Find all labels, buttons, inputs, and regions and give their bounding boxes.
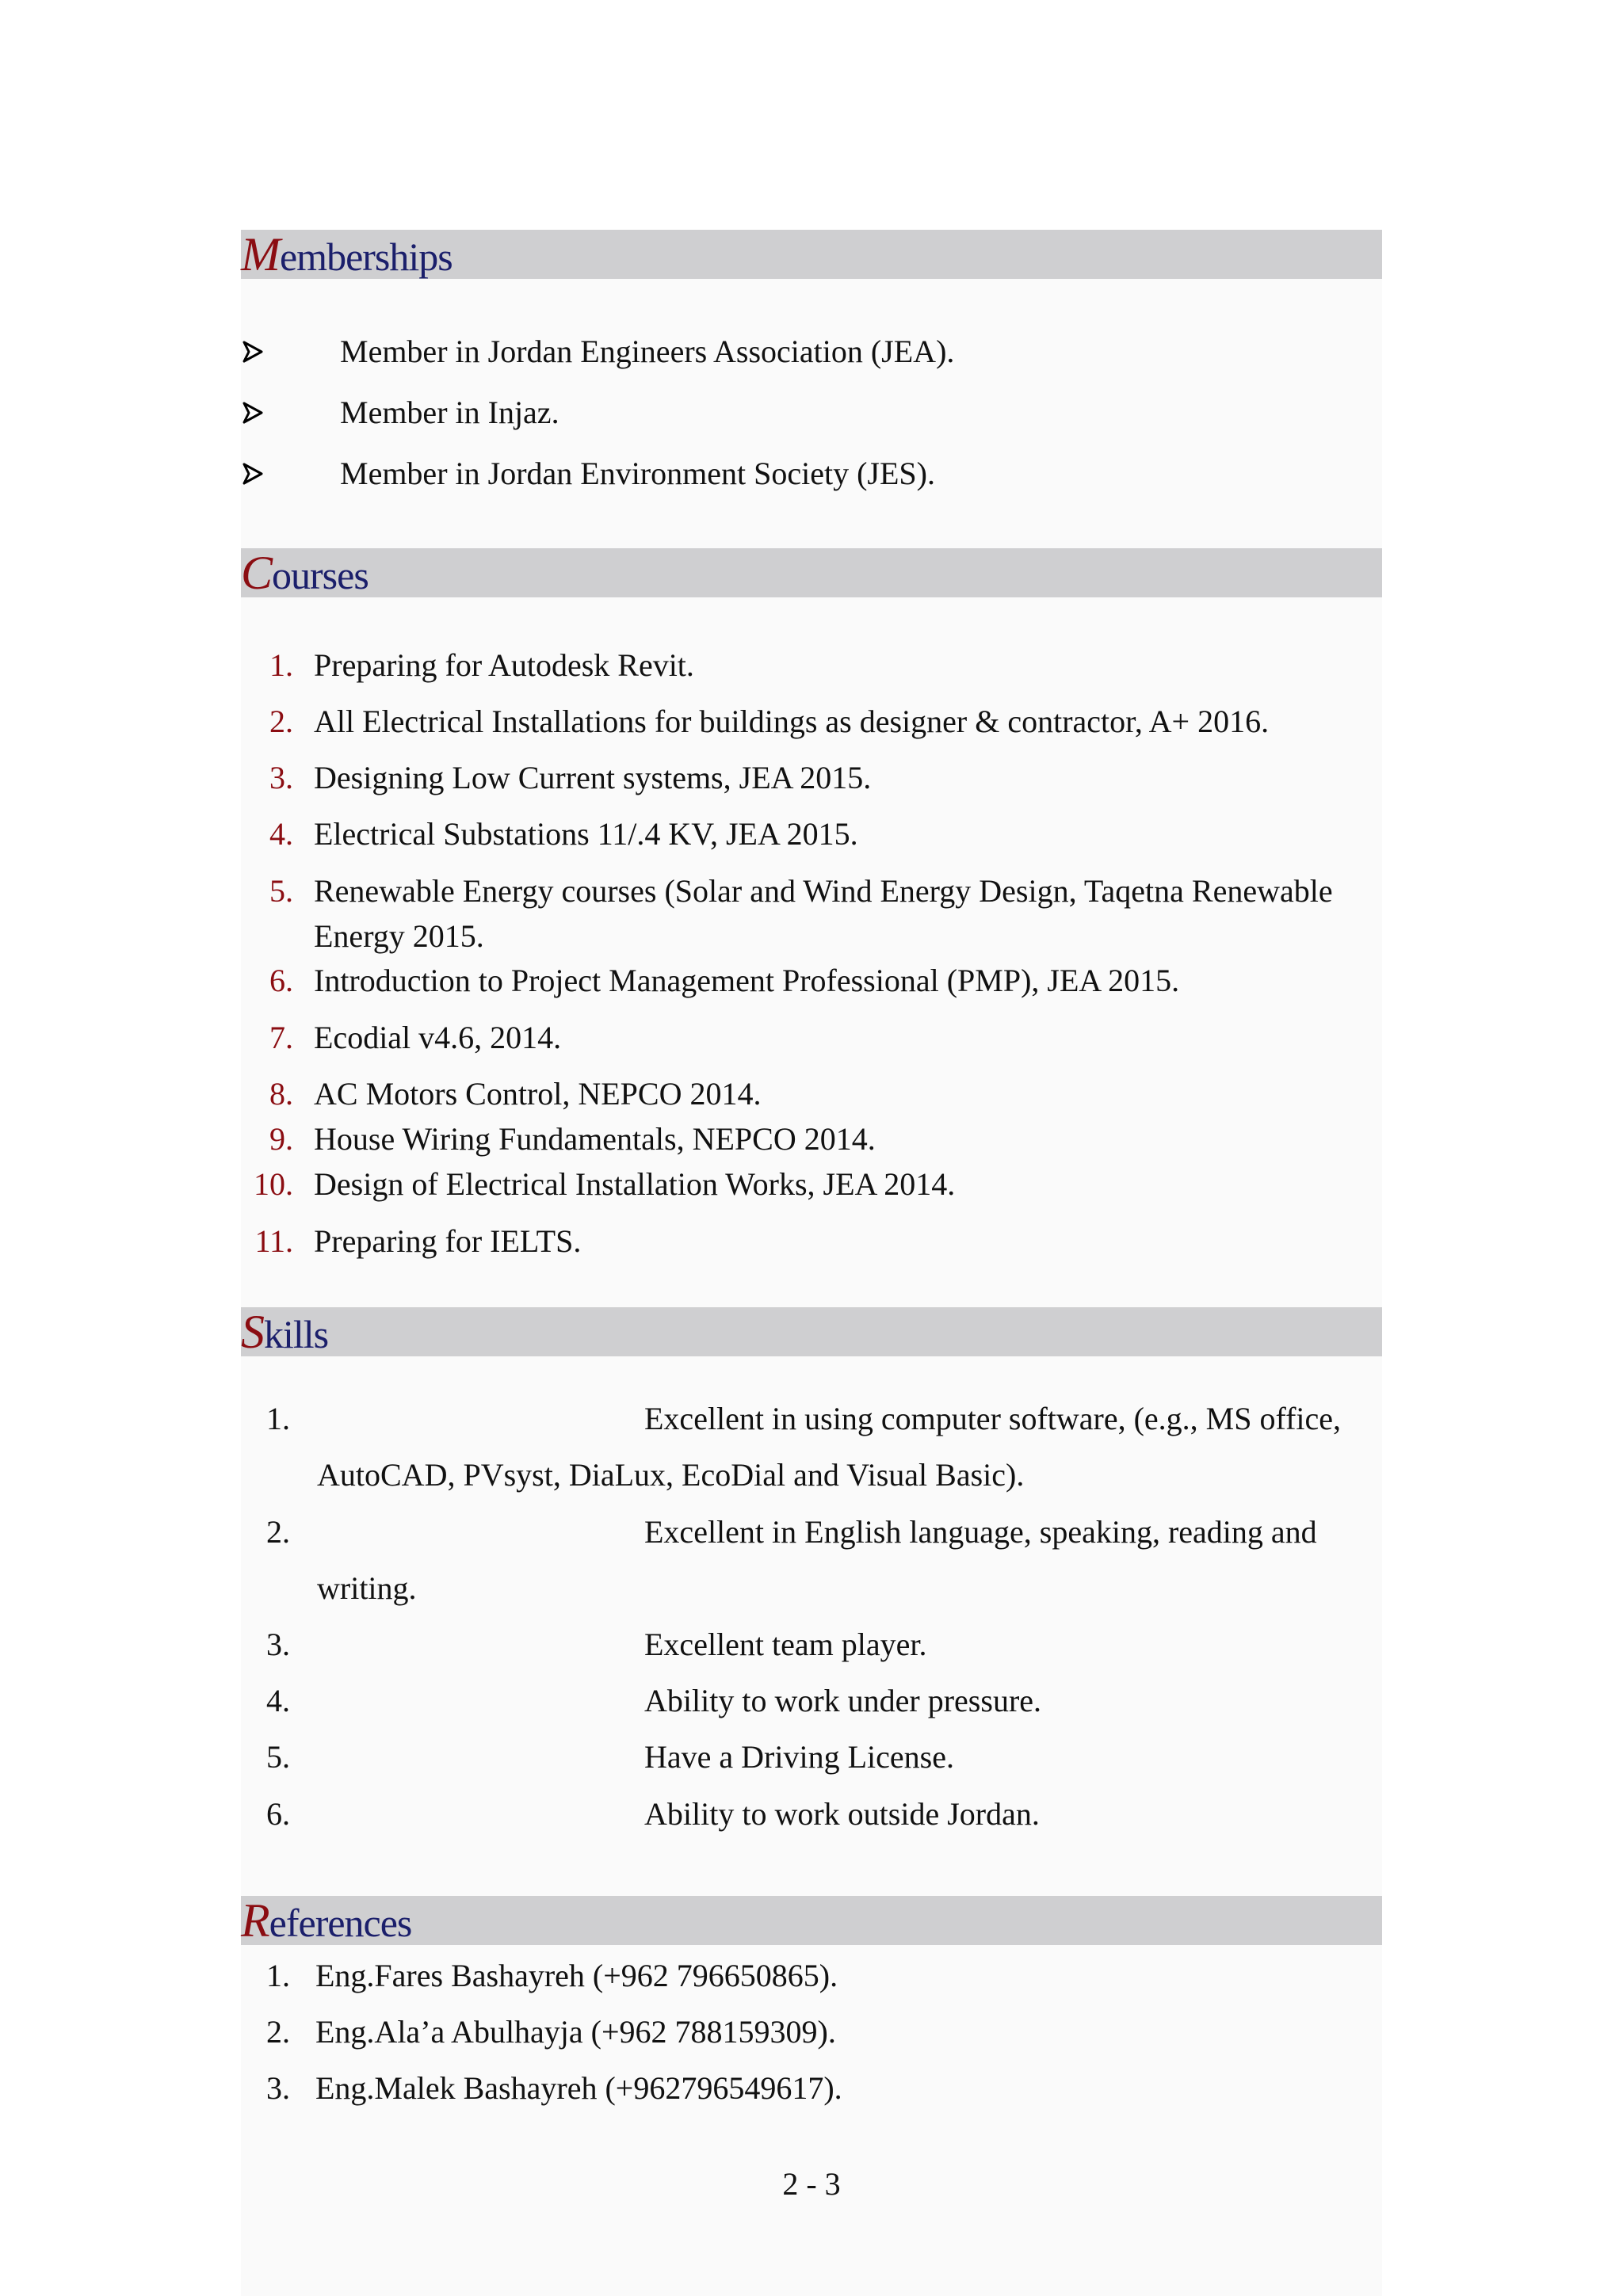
arrowhead-bullet-icon — [241, 340, 265, 364]
course-text: Designing Low Current systems, JEA 2015. — [314, 760, 872, 795]
course-text: Energy 2015. — [314, 918, 484, 954]
skill-number: 6. — [266, 1796, 290, 1832]
heading-rest: kills — [264, 1312, 329, 1356]
section-heading-memberships — [241, 230, 1382, 279]
course-text: Design of Electrical Installation Works, JEA 2014. — [314, 1166, 956, 1202]
course-number: 1. — [269, 647, 293, 683]
skill-text-continuation: writing. — [317, 1570, 417, 1606]
course-number: 3. — [269, 760, 293, 795]
skill-text-continuation: AutoCAD, PVsyst, DiaLux, EcoDial and Visual Basic). — [317, 1457, 1025, 1493]
course-number: 10. — [254, 1166, 293, 1202]
course-text: Preparing for IELTS. — [314, 1223, 582, 1259]
reference-text: Eng.Ala’a Abulhayja (+962 788159309). — [315, 2014, 836, 2050]
course-text: Preparing for Autodesk Revit. — [314, 647, 694, 683]
course-text: All Electrical Installations for buildings as designer & contractor, A+ 2016. — [314, 704, 1270, 739]
skill-number: 4. — [266, 1683, 290, 1718]
course-number: 11. — [254, 1223, 293, 1259]
heading-initial: S — [241, 1306, 264, 1358]
reference-number: 1. — [266, 1958, 290, 1993]
arrowhead-bullet-icon — [241, 401, 265, 425]
skill-text: Ability to work outside Jordan. — [644, 1796, 1040, 1832]
course-number: 9. — [269, 1121, 293, 1157]
skill-number: 1. — [266, 1401, 290, 1436]
heading-initial: R — [241, 1894, 269, 1947]
heading-initial: M — [241, 228, 280, 280]
skill-number: 5. — [266, 1739, 290, 1775]
section-heading-references — [241, 1896, 1382, 1945]
course-text: Electrical Substations 11/.4 KV, JEA 2015. — [314, 816, 858, 852]
skill-text: Ability to work under pressure. — [644, 1683, 1042, 1718]
heading-rest: emberships — [279, 235, 453, 279]
skill-number: 2. — [266, 1514, 290, 1550]
course-text: House Wiring Fundamentals, NEPCO 2014. — [314, 1121, 876, 1157]
skill-text: Excellent in using computer software, (e.g., MS office, — [644, 1401, 1342, 1436]
course-text: Renewable Energy courses (Solar and Wind Energy Design, Taqetna Renewable — [314, 873, 1333, 909]
course-number: 8. — [269, 1076, 293, 1112]
course-number: 2. — [269, 704, 293, 739]
heading-initial: C — [241, 547, 273, 599]
course-text: Ecodial v4.6, 2014. — [314, 1020, 562, 1055]
reference-text: Eng.Fares Bashayreh (+962 796650865). — [315, 1958, 838, 1993]
skill-text: Excellent team player. — [644, 1627, 927, 1662]
section-heading-skills — [241, 1307, 1382, 1356]
reference-number: 3. — [266, 2070, 290, 2106]
course-text: AC Motors Control, NEPCO 2014. — [314, 1076, 762, 1112]
course-number: 5. — [269, 873, 293, 909]
course-number: 7. — [269, 1020, 293, 1055]
membership-item: Member in Injaz. — [340, 395, 559, 430]
skill-text: Have a Driving License. — [644, 1739, 954, 1775]
reference-text: Eng.Malek Bashayreh (+962796549617). — [315, 2070, 842, 2106]
skill-number: 3. — [266, 1627, 290, 1662]
heading-rest: eferences — [269, 1901, 412, 1945]
course-number: 4. — [269, 816, 293, 852]
section-heading-courses — [241, 548, 1382, 597]
arrowhead-bullet-icon — [241, 462, 265, 486]
page-number: 2 - 3 — [782, 2166, 841, 2202]
heading-rest: ourses — [272, 553, 369, 597]
course-text: Introduction to Project Management Professional (PMP), JEA 2015. — [314, 963, 1180, 998]
membership-item: Member in Jordan Engineers Association (JEA). — [340, 334, 955, 369]
reference-number: 2. — [266, 2014, 290, 2050]
skill-text: Excellent in English language, speaking, reading and — [644, 1514, 1317, 1550]
membership-item: Member in Jordan Environment Society (JES). — [340, 456, 935, 491]
course-number: 6. — [269, 963, 293, 998]
